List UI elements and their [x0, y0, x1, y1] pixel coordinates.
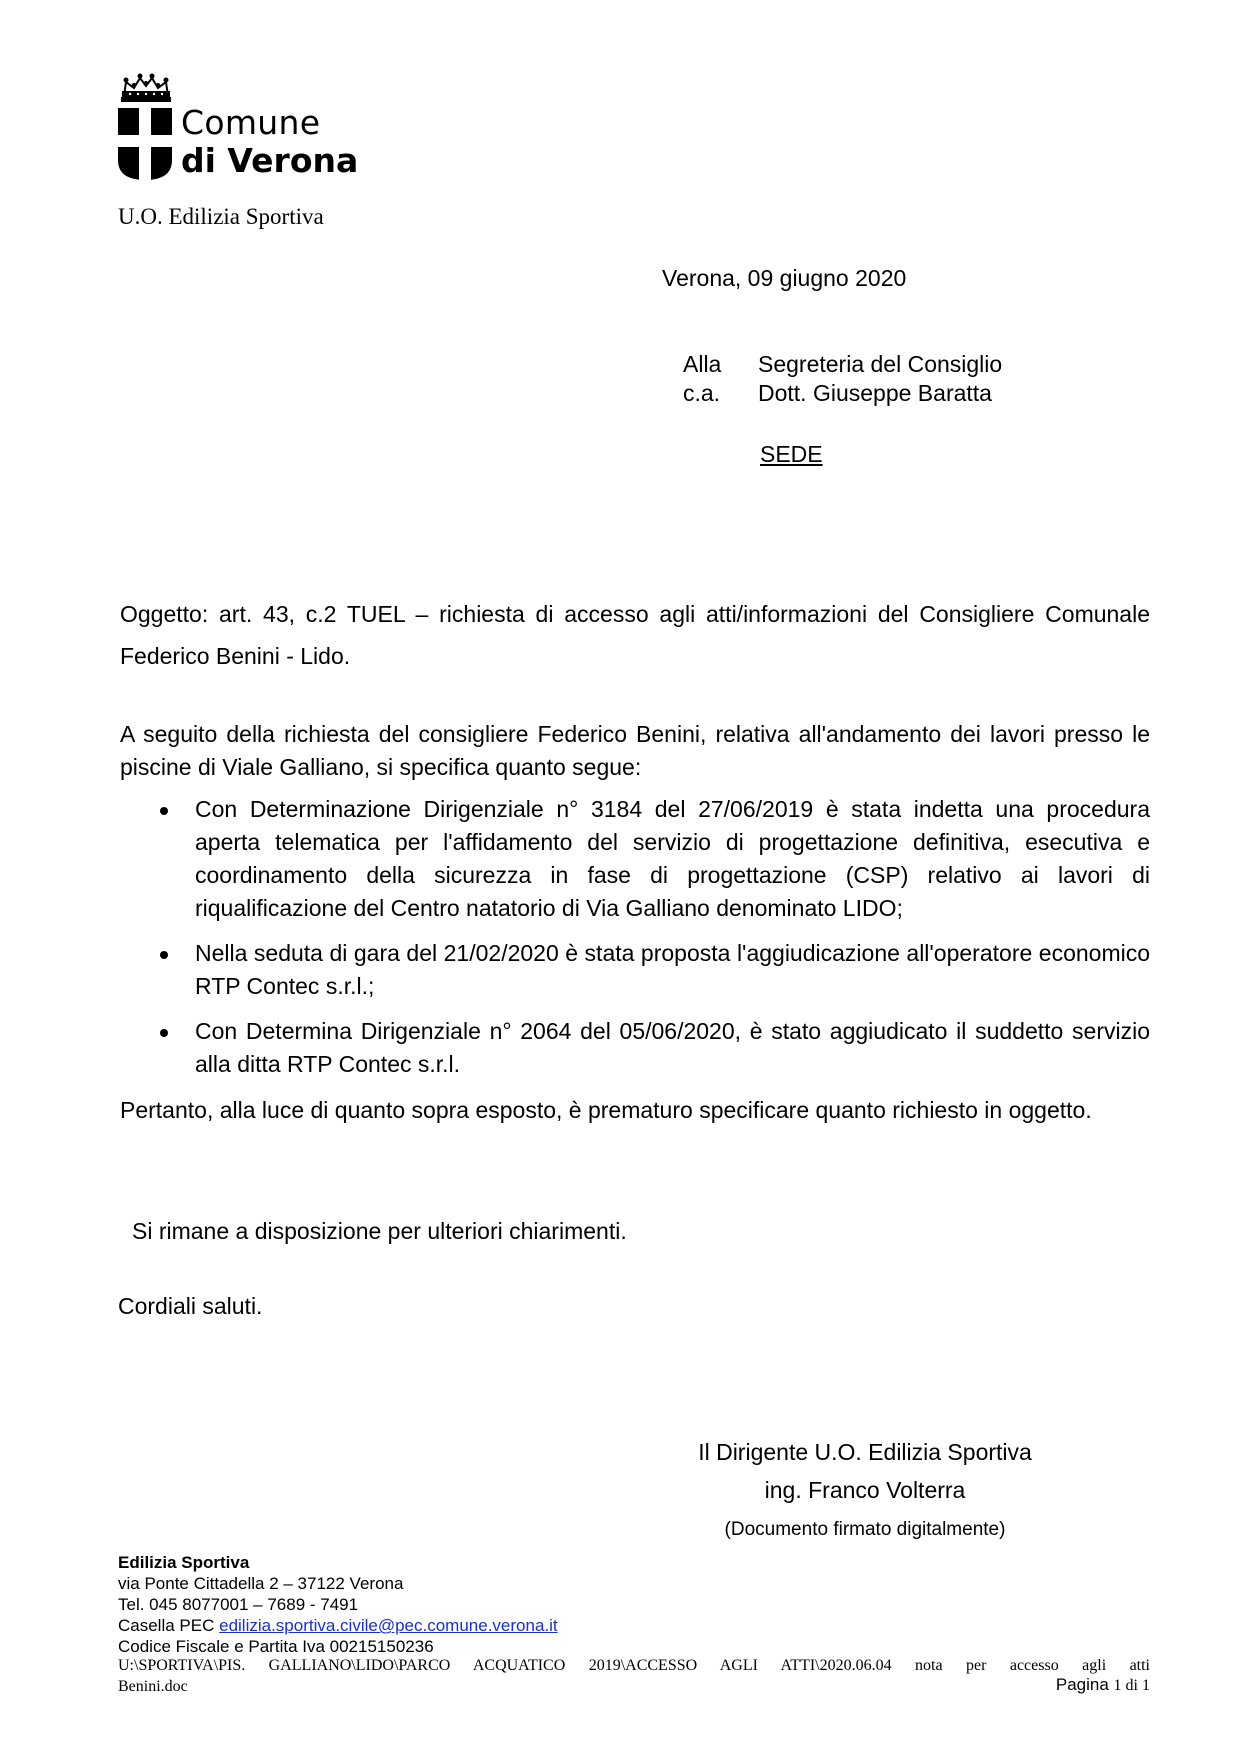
conclusion-paragraph: Pertanto, alla luce di quanto sopra esposto, è prematuro specificare quanto richiesto in oggetto. — [120, 1097, 1092, 1123]
closing-greeting: Cordiali saluti. — [118, 1293, 263, 1319]
bullet-list — [120, 793, 1150, 1093]
list-item-text: Con Determina Dirigenziale n° 2064 del 05/06/2020, è stato aggiudicato il suddetto servizio alla ditta RTP Contec s.r.l. — [195, 1018, 1150, 1077]
letter-subject: Oggetto: art. 43, c.2 TUEL – richiesta di accesso agli atti/informazioni del Consigliere Comunale Federico Benini - Lido. — [120, 601, 1150, 669]
letter-date: Verona, 09 giugno 2020 — [662, 265, 907, 291]
bullet-icon — [160, 951, 168, 959]
footer-pec-label: Casella PEC — [118, 1616, 220, 1635]
page-count: 1 di 1 — [1113, 1677, 1150, 1694]
bullet-icon — [160, 807, 168, 815]
intro-paragraph: A seguito della richiesta del consigliere Federico Benini, relativa all'andamento dei lavori presso le piscine di Viale Galliano, si specifica quanto segue: — [120, 721, 1150, 780]
recipient-label-ca: c.a. — [683, 380, 721, 406]
signature-note: (Documento firmato digitalmente) — [724, 1519, 1006, 1540]
footer-telephone: Tel. 045 8077001 – 7689 - 7491 — [118, 1595, 359, 1614]
page-number — [1056, 1675, 1150, 1695]
file-path-line: U:\SPORTIVA\PIS. GALLIANO\LIDO\PARCO ACQUATICO 2019\ACCESSO AGLI ATTI\2020.06.04 nota per accesso agli atti — [118, 1657, 1150, 1674]
page-label: Pagina — [1055, 1675, 1114, 1694]
recipient-attention: Dott. Giuseppe Baratta — [758, 380, 992, 406]
footer-pec — [118, 1615, 558, 1636]
shield-cross-icon — [118, 108, 172, 180]
list-item — [120, 1015, 1150, 1081]
logo-text-di-verona: di Verona — [181, 141, 359, 180]
list-item — [120, 793, 1150, 925]
logo-text-comune: Comune — [181, 103, 321, 142]
pec-email-link[interactable]: edilizia.sportiva.civile@pec.comune.verona.it — [219, 1616, 558, 1635]
recipient-label-alla: Alla — [683, 351, 722, 377]
signature-name: ing. Franco Volterra — [764, 1477, 966, 1503]
office-name: U.O. Edilizia Sportiva — [118, 204, 324, 229]
availability-sentence: Si rimane a disposizione per ulteriori chiarimenti. — [132, 1218, 627, 1244]
list-item-text: Nella seduta di gara del 21/02/2020 è stata proposta l'aggiudicazione all'operatore economico RTP Contec s.r.l.; — [195, 940, 1150, 999]
list-item-text: Con Determinazione Dirigenziale n° 3184 del 27/06/2019 è stata indetta una procedura aperta telematica per l'affidamento del servizio di progettazione definitiva, esecutiva e coordinamento della sicurezza in fase di progettazione (CSP) relativo ai lavori di riqualificazione del Centro natatorio di Via Galliano denominato LIDO; — [195, 796, 1150, 921]
footer-address: via Ponte Cittadella 2 – 37122 Verona — [118, 1574, 404, 1593]
footer-fiscal-code: Codice Fiscale e Partita Iva 00215150236 — [118, 1637, 434, 1656]
crown-icon — [118, 72, 174, 102]
recipient-sede: SEDE — [760, 441, 823, 467]
footer-office: Edilizia Sportiva — [118, 1553, 250, 1572]
recipient-name: Segreteria del Consiglio — [758, 351, 1003, 377]
file-name-line: Benini.doc — [118, 1678, 188, 1695]
signature-role: Il Dirigente U.O. Edilizia Sportiva — [698, 1439, 1032, 1465]
list-item — [120, 937, 1150, 1003]
bullet-icon — [160, 1029, 168, 1037]
